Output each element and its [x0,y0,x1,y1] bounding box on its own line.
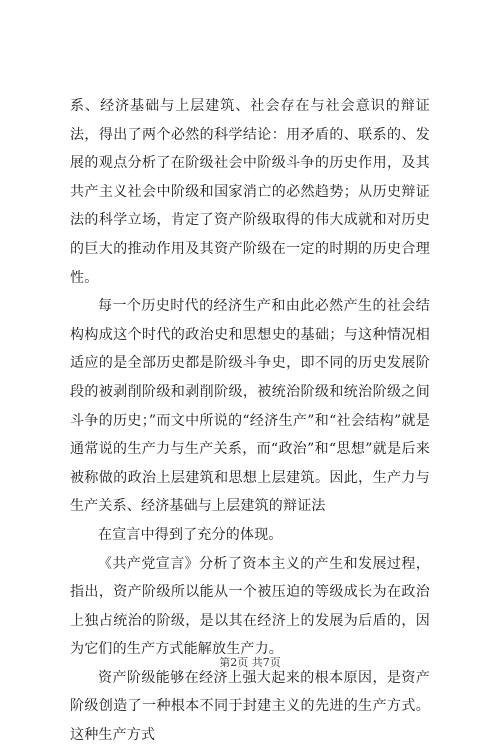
paragraph-3: 在宣言中得到了充分的体现。 [98,526,283,543]
paragraph-4: 《共产党宣言》分析了资本主义的产生和发展过程，指出，资产阶级所以能从一个被压迫的等级成长为在政治上独占统治的阶级，是以其在经济上的发展为后盾的，因为它们的生产方式能解放生产力。 [70,555,430,658]
paragraph-1: 系、经济基础与上层建筑、社会存在与社会意识的辩证法，得出了两个必然的科学结论：用矛盾的、联系的、发展的观点分析了在阶级社会中阶级斗争的历史作用，及其共产主义社会中阶级和国家消亡的必然趋势；从历史辩证法的科学立场，肯定了资产阶级取得的伟大成就和对历史的巨大的推动作用及其资产阶级在一定的时期的历史合理性。 [70,98,430,286]
paragraph-5: 资产阶级能够在经济上强大起来的根本原因，是资产阶级创造了一种根本不同于封建主义的先进的生产方式。这种生产方式 [70,669,430,744]
body-text [70,92,430,750]
page-number-footer: 第2页 共7页 [219,656,281,669]
paragraph-2: 每一个历史时代的经济生产和由此必然产生的社会结构构成这个时代的政治史和思想史的基础；与这种情况相适应的是全部历史都是阶级斗争史，即不同的历史发展阶段的被剥削阶级和剥削阶级，被统治阶级和统治阶级之间斗争的历史；”而文中所说的“经济生产”和“社会结构”就是通常说的生产力与生产关系，而“政治”和“思想”就是后来被称做的政治上层建筑和思想上层建筑。因此，生产力与生产关系、经济基础与上层建筑的辩证法 [70,298,430,515]
